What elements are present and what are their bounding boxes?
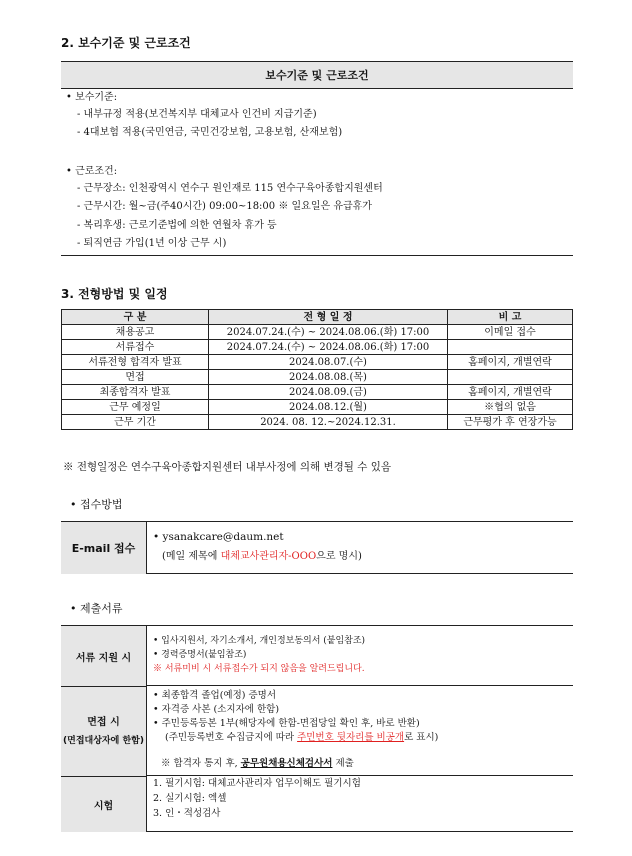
header-category: 구 분 bbox=[62, 310, 209, 325]
id-note-post: 로 표시) bbox=[404, 732, 439, 743]
schedule-header-row bbox=[62, 310, 573, 325]
interview-item: • 최종합격 졸업(예정) 증명서 bbox=[153, 690, 277, 701]
table-row bbox=[62, 370, 573, 385]
row-remarks: 근무평가 후 연장가능 bbox=[448, 415, 573, 430]
interview-item: • 자격증 사본 (소지자에 한함) bbox=[153, 704, 280, 715]
row-category: 최종합격자 발표 bbox=[62, 385, 209, 400]
table-row bbox=[62, 415, 573, 430]
apply-box bbox=[61, 521, 573, 574]
exam-item: 1. 필기시험: 대체교사관리자 업무이해도 필기시험 bbox=[153, 778, 361, 789]
id-note-highlight: 주민번호 뒷자리를 비공개 bbox=[297, 732, 405, 743]
section-2-title: 2. 보수기준 및 근로조건 bbox=[61, 36, 191, 50]
pay-item: - 내부규정 적용(보건복지부 대체교사 인건비 지급기준) bbox=[77, 109, 317, 120]
row-remarks: ※협의 없음 bbox=[448, 400, 573, 415]
pass-note-pre: ※ 합격자 통지 후, bbox=[161, 758, 241, 769]
apply-email[interactable]: • ysanakcare@daum.net bbox=[153, 531, 284, 543]
doc-item: • 입사지원서, 자기소개서, 개인정보동의서 (붙임참조) bbox=[153, 636, 366, 646]
row-category: 서류전형 합격자 발표 bbox=[62, 355, 209, 370]
row-schedule: 2024.07.24.(수) ~ 2024.08.06.(화) 17:00 bbox=[209, 325, 448, 340]
pass-note-post: 제출 bbox=[332, 758, 354, 769]
subject-format: 대체교사관리자-OOO bbox=[220, 551, 317, 562]
row-remarks: 홈페이지, 개별연락 bbox=[448, 355, 573, 370]
doc-content bbox=[147, 626, 573, 686]
schedule-note: ※ 전형일정은 연수구육아종합지원센터 내부사정에 의해 변경될 수 있음 bbox=[63, 461, 392, 473]
row-remarks bbox=[448, 340, 573, 355]
row-schedule: 2024.07.24.(수) ~ 2024.08.06.(화) 17:00 bbox=[209, 340, 448, 355]
row-remarks bbox=[448, 370, 573, 385]
doc-label-text: 서류 지원 시 bbox=[75, 652, 132, 664]
docs-title: • 제출서류 bbox=[70, 602, 123, 615]
row-schedule: 2024.08.09.(금) bbox=[209, 385, 448, 400]
interview-label-sub: (면접대상자에 한함) bbox=[63, 735, 144, 746]
row-schedule: 2024.08.12.(월) bbox=[209, 400, 448, 415]
exam-item: 3. 인・적성검사 bbox=[153, 808, 221, 819]
interview-content bbox=[147, 687, 573, 776]
work-item: - 퇴직연금 가입(1년 이상 근무 시) bbox=[77, 238, 227, 249]
pass-note-doc: 공무원채용신체검사서 bbox=[240, 758, 333, 769]
row-schedule: 2024. 08. 12.~2024.12.31. bbox=[209, 415, 448, 430]
doc-warning: ※ 서류미비 시 서류접수가 되지 않음을 알려드립니다. bbox=[153, 664, 365, 674]
exam-label bbox=[61, 777, 147, 832]
apply-subject-note bbox=[162, 550, 362, 564]
row-category: 채용공고 bbox=[62, 325, 209, 340]
table-row bbox=[62, 355, 573, 370]
subject-pre: (메일 제목에 bbox=[162, 551, 221, 562]
work-item: - 근무장소: 인천광역시 연수구 원인재로 115 연수구육아종합지원센터 bbox=[77, 183, 383, 194]
row-category: 근무 기간 bbox=[62, 415, 209, 430]
row-schedule: 2024.08.07.(수) bbox=[209, 355, 448, 370]
pay-item: - 4대보험 적용(국민연금, 국민건강보험, 고용보험, 산재보험) bbox=[77, 127, 343, 138]
schedule-table bbox=[61, 309, 573, 430]
work-item: - 복리후생: 근로기준법에 의한 연월차 휴가 등 bbox=[77, 220, 277, 231]
pay-box-header: 보수기준 및 근로조건 bbox=[61, 61, 573, 89]
doc-label bbox=[61, 626, 147, 686]
row-category: 근무 예정일 bbox=[62, 400, 209, 415]
work-bullet: • 근로조건: bbox=[66, 166, 118, 177]
header-schedule: 전 형 일 정 bbox=[209, 310, 448, 325]
apply-content bbox=[147, 522, 573, 574]
doc-item: • 경력증명서(붙임참조) bbox=[153, 650, 247, 660]
id-note-pre: (주민등록번호 수집금지에 따라 bbox=[165, 732, 298, 743]
section-3-title: 3. 전형방법 및 일정 bbox=[61, 287, 168, 301]
apply-title: • 접수방법 bbox=[70, 498, 123, 511]
row-category: 면접 bbox=[62, 370, 209, 385]
row-category: 서류접수 bbox=[62, 340, 209, 355]
pay-box-bottom-rule bbox=[61, 255, 573, 256]
exam-item: 2. 실기시험: 엑셀 bbox=[153, 793, 227, 804]
interview-label-text: 면접 시 bbox=[87, 716, 120, 728]
row-remarks: 이메일 접수 bbox=[448, 325, 573, 340]
pay-bullet: • 보수기준: bbox=[66, 92, 118, 103]
table-row bbox=[62, 400, 573, 415]
apply-label-text: E-mail 접수 bbox=[71, 542, 136, 555]
header-remarks: 비 고 bbox=[448, 310, 573, 325]
work-item: - 근무시간: 월~금(주40시간) 09:00~18:00 ※ 일요일은 유급휴가 bbox=[77, 201, 372, 212]
table-row bbox=[62, 385, 573, 400]
table-row bbox=[62, 325, 573, 340]
id-number-note bbox=[165, 731, 438, 745]
exam-content bbox=[147, 777, 573, 832]
pass-note bbox=[161, 757, 354, 771]
interview-label bbox=[61, 687, 147, 776]
table-row bbox=[62, 340, 573, 355]
row-schedule: 2024.08.08.(목) bbox=[209, 370, 448, 385]
apply-label bbox=[61, 522, 147, 574]
row-remarks: 홈페이지, 개별연락 bbox=[448, 385, 573, 400]
interview-item: • 주민등록등본 1부(해당자에 한함-면접당일 확인 후, 바로 반환) bbox=[153, 718, 420, 729]
exam-label-text: 시험 bbox=[93, 801, 114, 812]
docs-box bbox=[61, 625, 573, 832]
subject-post: 으로 명시) bbox=[316, 551, 362, 562]
